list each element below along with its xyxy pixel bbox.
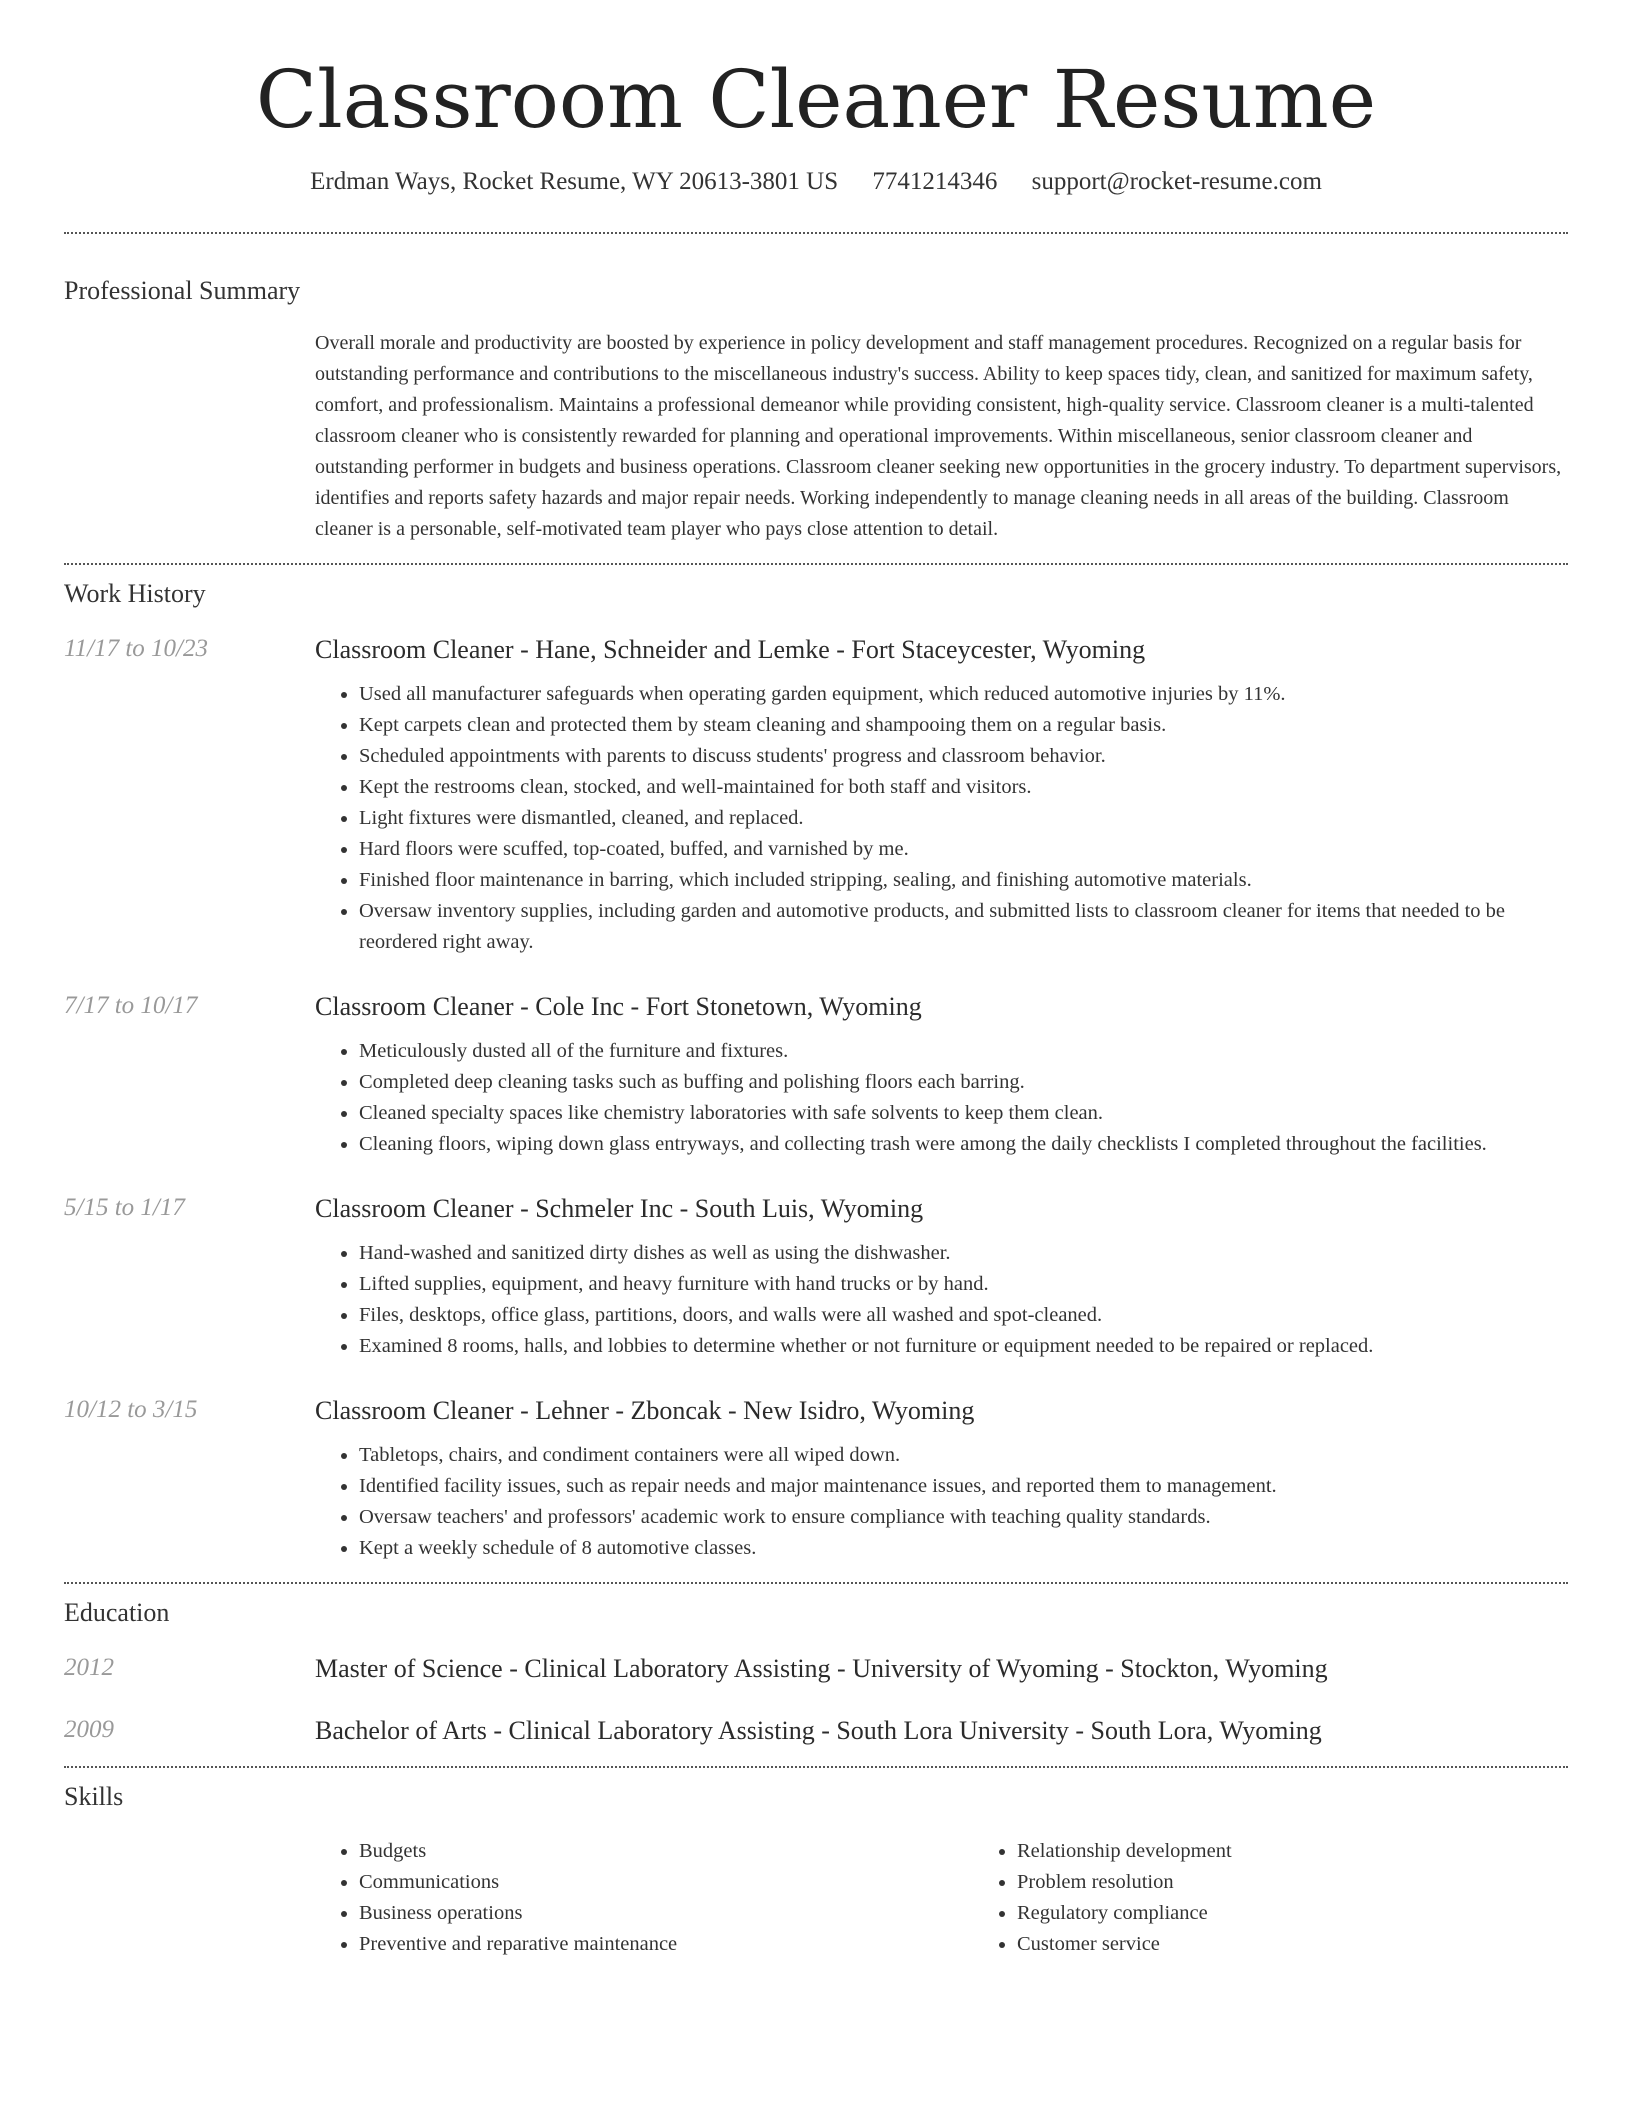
job-bullets [315,1440,1568,1564]
education-degree: Bachelor of Arts - Clinical Laboratory Assisting - South Lora University - South Lora, Wyoming [315,1716,1322,1745]
list-item: • Relationship development [1017,1836,1631,1867]
list-item: • Used all manufacturer safeguards when operating garden equipment, which reduced automotive injuries by 11%. [359,679,1568,710]
job-dates: 10/12 to 3/15 [64,1396,198,1423]
resume-title: Classroom Cleaner Resume [255,53,1377,146]
list-item: • Kept carpets clean and protected them by steam cleaning and shampooing them on a regular basis. [359,710,1568,741]
summary-text: Overall morale and productivity are boosted by experience in policy development and staff management procedures. Recognized on a regular basis for outstanding performance and contributions to the miscellaneous industry's success. Ability to keep spaces tidy, clean, and sanitized for maximum safety, comfort, and professionalism. Maintains a professional demeanor while providing consistent, high-quality service. Classroom cleaner is a multi-talented classroom cleaner who is consistently rewarded for planning and operational improvements. Within miscellaneous, senior classroom cleaner and outstanding performer in budgets and business operations. Classroom cleaner seeking new opportunities in the grocery industry. To department supervisors, identifies and reports safety hazards and major repair needs. Working independently to manage cleaning needs in all areas of the building. Classroom cleaner is a personable, self-motivated team player who pays close attention to detail. [315,332,1562,540]
contact-line [64,168,1568,196]
list-item: • Meticulously dusted all of the furniture and fixtures. [359,1036,1568,1067]
list-item: • Hand-washed and sanitized dirty dishes as well as using the dishwasher. [359,1238,1568,1269]
skills-section [64,1822,1568,1960]
list-item: • Cleaning floors, wiping down glass entryways, and collecting trash were among the daily checklists I completed throughout the facilities. [359,1129,1568,1160]
job-bullets [315,1036,1568,1160]
divider-summary [64,563,1568,565]
skills-heading: Skills [64,1782,124,1811]
contact-email: support@rocket-resume.com [1031,168,1322,195]
list-item: • Files, desktops, office glass, partitions, doors, and walls were all washed and spot-cleaned. [359,1300,1568,1331]
list-item: • Tabletops, chairs, and condiment containers were all wiped down. [359,1440,1568,1471]
job-entry [64,1396,1568,1564]
education-heading: Education [64,1598,170,1627]
list-item: • Kept a weekly schedule of 8 automotive classes. [359,1533,1568,1564]
education-year: 2012 [64,1654,114,1681]
list-item: • Finished floor maintenance in barring, which included stripping, sealing, and finishing automotive materials. [359,865,1568,896]
skills-list-col1 [315,1836,973,1960]
list-item: • Hard floors were scuffed, top-coated, buffed, and varnished by me. [359,834,1568,865]
list-item: • Identified facility issues, such as repair needs and major maintenance issues, and reported them to management. [359,1471,1568,1502]
contact-address: Erdman Ways, Rocket Resume, WY 20613-3801 US [310,168,839,195]
list-item: • Oversaw teachers' and professors' academic work to ensure compliance with teaching quality standards. [359,1502,1568,1533]
list-item: • Scheduled appointments with parents to discuss students' progress and classroom behavior. [359,741,1568,772]
divider-header [64,232,1568,234]
job-title: Classroom Cleaner - Lehner - Zboncak - New Isidro, Wyoming [315,1396,975,1425]
job-bullets [315,679,1568,958]
skills-list-col2 [973,1836,1631,1960]
job-title: Classroom Cleaner - Schmeler Inc - South Luis, Wyoming [315,1194,924,1223]
education-degree: Master of Science - Clinical Laboratory Assisting - University of Wyoming - Stockton, Wyoming [315,1654,1328,1683]
resume-page [64,0,1568,1960]
list-item: • Budgets [359,1836,973,1867]
education-entry [64,1716,1568,1746]
contact-phone: 7741214346 [872,168,998,195]
list-item: • Communications [359,1867,973,1898]
list-item: • Completed deep cleaning tasks such as buffing and polishing floors each barring. [359,1067,1568,1098]
list-item: • Oversaw inventory supplies, including garden and automotive products, and submitted lists to classroom cleaner for items that needed to be reordered right away. [359,896,1568,958]
list-item: • Preventive and reparative maintenance [359,1929,973,1960]
job-title: Classroom Cleaner - Hane, Schneider and Lemke - Fort Staceycester, Wyoming [315,635,1146,664]
list-item: • Lifted supplies, equipment, and heavy furniture with hand trucks or by hand. [359,1269,1568,1300]
list-item: • Cleaned specialty spaces like chemistry laboratories with safe solvents to keep them clean. [359,1098,1568,1129]
work-heading: Work History [64,579,206,608]
summary-section [64,328,1568,545]
list-item: • Light fixtures were dismantled, cleaned, and replaced. [359,803,1568,834]
divider-education [64,1766,1568,1768]
list-item: • Examined 8 rooms, halls, and lobbies to determine whether or not furniture or equipment needed to be repaired or replaced. [359,1331,1568,1362]
job-entry [64,1194,1568,1362]
list-item: • Customer service [1017,1929,1631,1960]
list-item: • Problem resolution [1017,1867,1631,1898]
divider-work [64,1582,1568,1584]
education-entry [64,1654,1568,1684]
job-bullets [315,1238,1568,1362]
job-dates: 11/17 to 10/23 [64,635,208,662]
list-item: • Kept the restrooms clean, stocked, and well-maintained for both staff and visitors. [359,772,1568,803]
education-year: 2009 [64,1716,114,1743]
job-entry [64,635,1568,958]
list-item: • Regulatory compliance [1017,1898,1631,1929]
job-dates: 5/15 to 1/17 [64,1194,185,1221]
job-entry [64,992,1568,1160]
summary-heading: Professional Summary [64,276,301,305]
list-item: • Business operations [359,1898,973,1929]
job-title: Classroom Cleaner - Cole Inc - Fort Stonetown, Wyoming [315,992,922,1021]
job-dates: 7/17 to 10/17 [64,992,198,1019]
